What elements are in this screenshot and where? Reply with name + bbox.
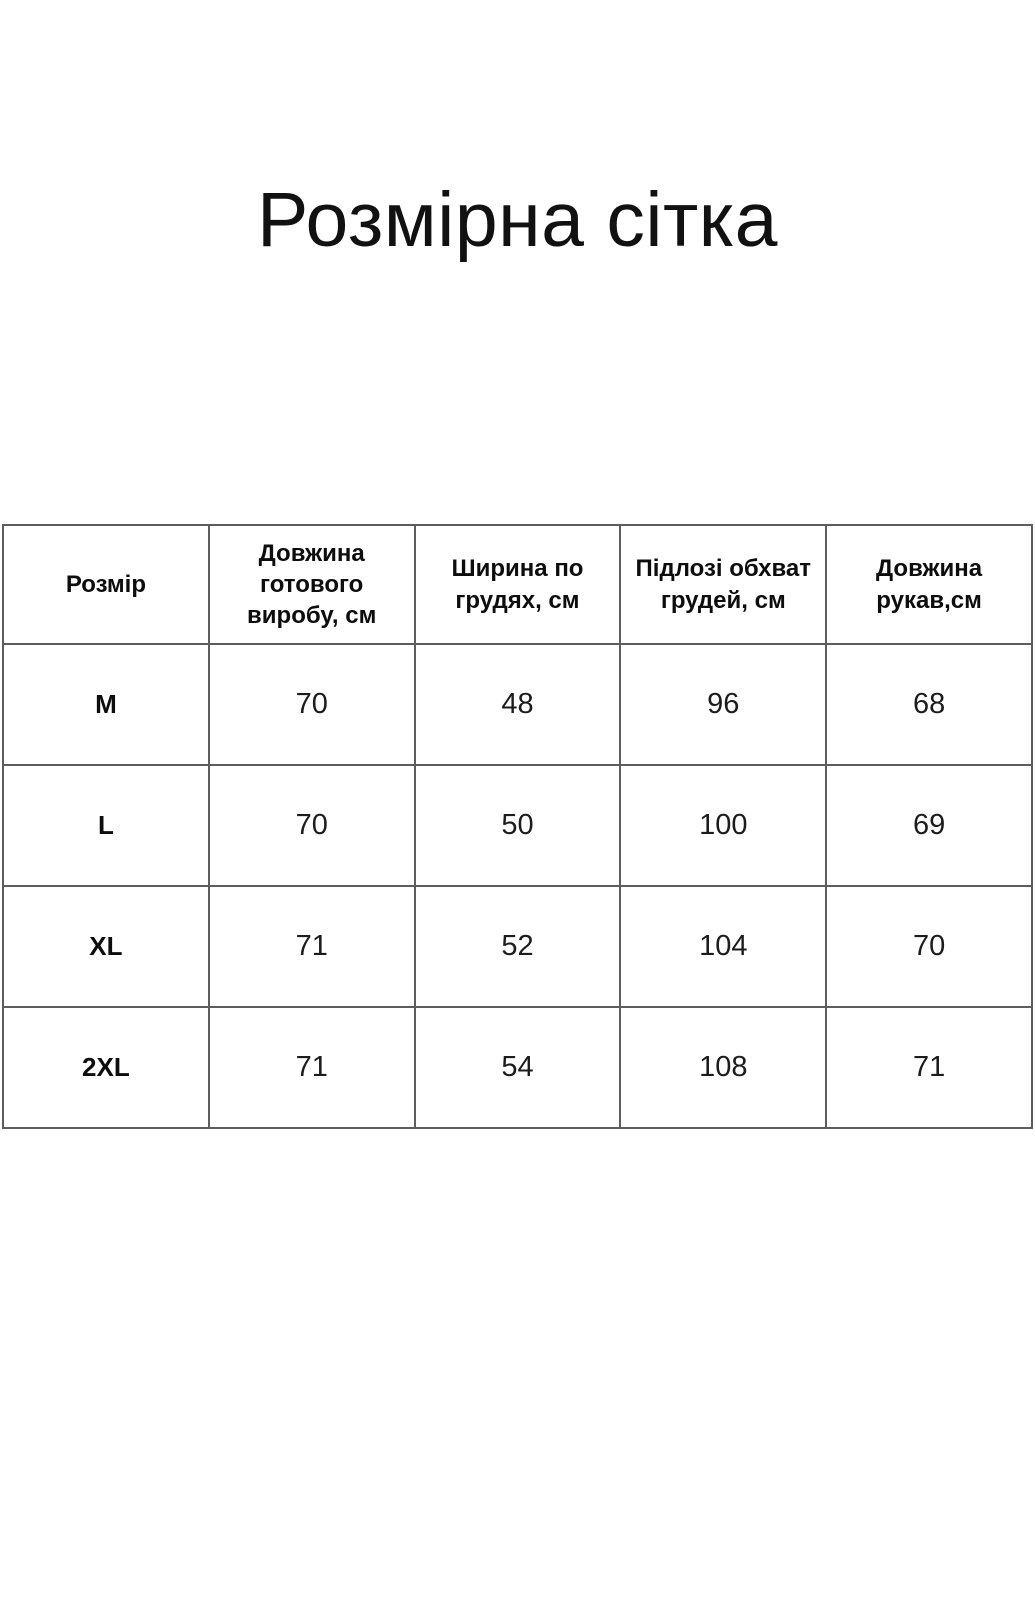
column-header-size: Розмір	[3, 525, 209, 644]
column-header-chest-girth: Підлозі обхват грудей, см	[620, 525, 826, 644]
column-header-garment-length: Довжина готового виробу, см	[209, 525, 415, 644]
size-table	[2, 524, 1033, 1129]
table-row-2xl	[3, 1007, 1032, 1128]
value-cell: 68	[826, 644, 1032, 765]
value-cell: 100	[620, 765, 826, 886]
table-row-m	[3, 644, 1032, 765]
value-cell: 69	[826, 765, 1032, 886]
column-header-sleeve-length: Довжина рукав,см	[826, 525, 1032, 644]
value-cell: 71	[826, 1007, 1032, 1128]
size-cell: L	[3, 765, 209, 886]
value-cell: 104	[620, 886, 826, 1007]
header-row	[3, 525, 1032, 644]
table-row-xl	[3, 886, 1032, 1007]
value-cell: 71	[209, 886, 415, 1007]
value-cell: 70	[209, 765, 415, 886]
size-cell: M	[3, 644, 209, 765]
value-cell: 108	[620, 1007, 826, 1128]
value-cell: 52	[415, 886, 621, 1007]
value-cell: 71	[209, 1007, 415, 1128]
page-title: Розмірна сітка	[257, 177, 778, 263]
value-cell: 50	[415, 765, 621, 886]
size-cell: XL	[3, 886, 209, 1007]
table-row-l	[3, 765, 1032, 886]
value-cell: 48	[415, 644, 621, 765]
size-cell: 2XL	[3, 1007, 209, 1128]
size-chart-page	[0, 177, 1035, 1129]
value-cell: 54	[415, 1007, 621, 1128]
size-table-body	[3, 644, 1032, 1128]
value-cell: 70	[826, 886, 1032, 1007]
size-table-head	[3, 525, 1032, 644]
column-header-chest-width: Ширина по грудях, см	[415, 525, 621, 644]
value-cell: 70	[209, 644, 415, 765]
value-cell: 96	[620, 644, 826, 765]
